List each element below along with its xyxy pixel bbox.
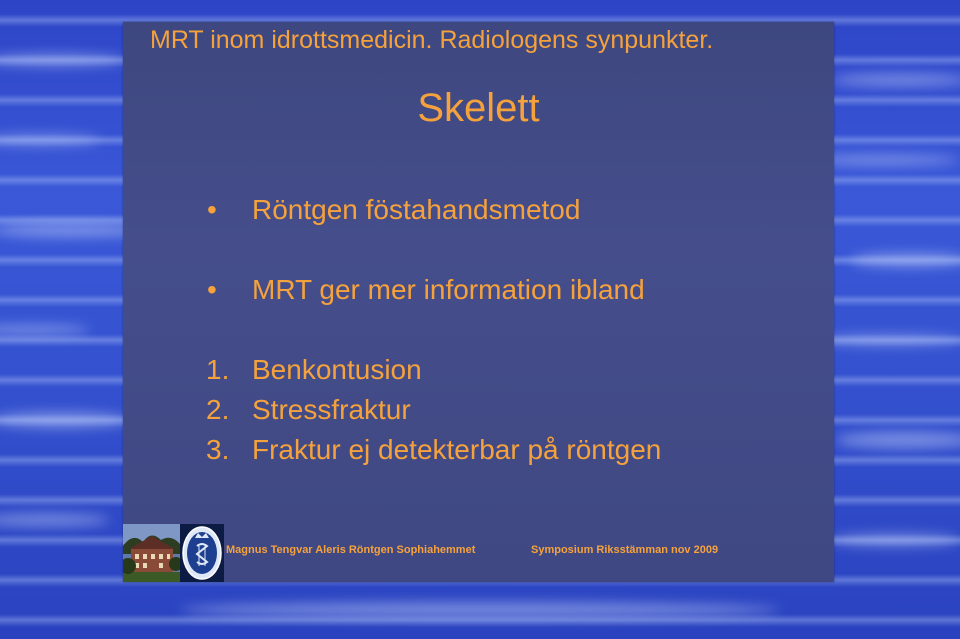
hospital-photo xyxy=(123,524,180,582)
sophiahemmet-seal-logo xyxy=(180,524,224,582)
bullet-marker: • xyxy=(207,274,217,305)
item-number: 3. xyxy=(206,434,230,465)
bullet-text: Röntgen föstahandsmetod xyxy=(252,194,581,225)
slide-header: MRT inom idrottsmedicin. Radiologens synpunkter. xyxy=(150,26,714,54)
numbered-text: Fraktur ej detekterbar på röntgen xyxy=(252,434,662,465)
slide-title: Skelett xyxy=(417,86,540,130)
bullet-marker: • xyxy=(207,194,217,225)
bullet-text: MRT ger mer information ibland xyxy=(252,274,645,305)
slide-footer xyxy=(123,524,834,582)
item-number: 1. xyxy=(206,354,230,385)
slide xyxy=(123,22,834,582)
numbered-text: Benkontusion xyxy=(252,354,422,385)
footer-author: Magnus Tengvar Aleris Röntgen Sophiahemmet xyxy=(226,544,476,556)
numbered-text: Stressfraktur xyxy=(252,394,411,425)
footer-event: Symposium Riksstämman nov 2009 xyxy=(531,544,719,556)
item-number: 2. xyxy=(206,394,230,425)
